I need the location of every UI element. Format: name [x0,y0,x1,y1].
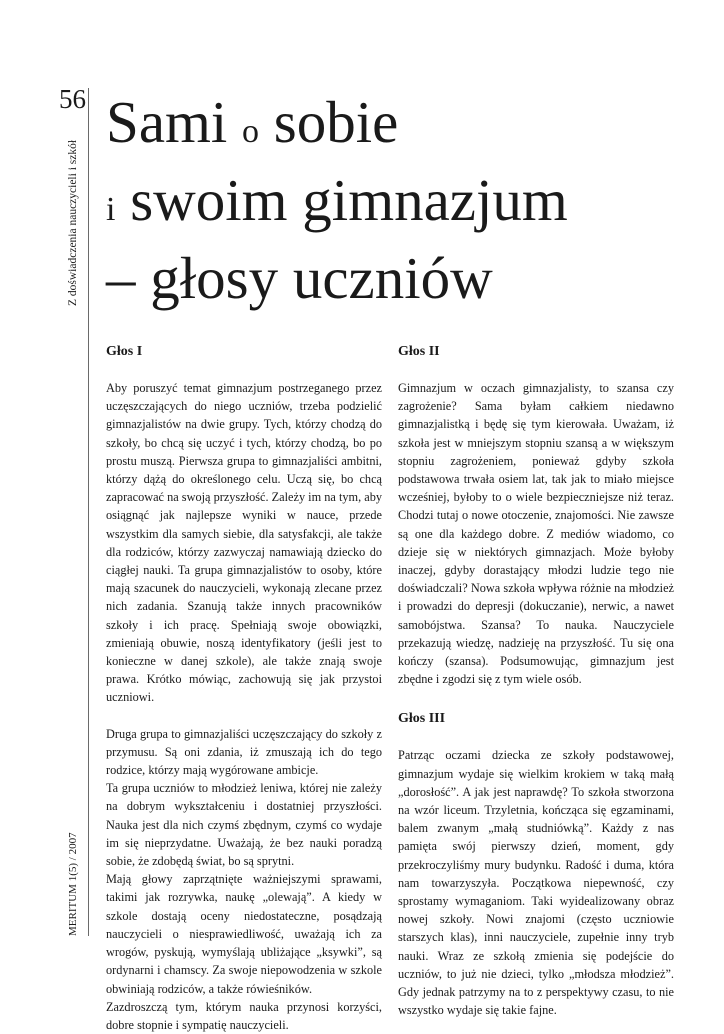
title-word: Sami [106,89,228,155]
paragraph: Patrząc oczami dziecka ze szkoły podstawowej, gimnazjum wydaje się wielkim krokiem w taką małą „dorosłość”. A jak jest naprawdę? To szkoła stworzona na wzór liceum. Trzyletnia, kończąca się egzaminami, balem zwanym „małą studniówką”. Każdy z nas pamięta swój pierwszy dzień, moment, gdy przekroczyliśmy mury budynku. Radość i duma, która nam towarzyszyła. Początkowa niepewność, czy sprostamy wymaganiom. Taki wyidealizowany obraz nowej szkoły. Nowi znajomi (często uczniowie starszych klas), inni nauczyciele, zupełnie inny tryb nauki. Wraz ze szkołą zmienia się podejście do uczniów, to już nie dzieci, tylko „młodsza młodzież”. Gdy jednak patrzymy na to z perspektywy czasu, to nie wszystko wydaje się takie fajne. [398,748,674,1018]
journal-info: MERITUM 1(5) / 2007 [67,832,79,936]
left-column [106,343,382,1034]
title-word: i [106,191,116,228]
paragraph: Ta grupa uczniów to młodzież leniwa, której nie zależy na dobrym wykształceniu i dostatniej przyszłości. Nauka jest dla nich czymś zbędnym, czymś co wydaje im się nieprzydatne. Uważają, że bez nauki poradzą sobie, że zdobędą świat, bo są sprytni. [106,781,382,869]
paragraph: Druga grupa to gimnazjaliści uczęszczający do szkoły z przymusu. Są oni zdania, iż zmuszają ich do tego rodzice, którzy mają wygórowane ambicje. [106,726,382,778]
title-word: swoim gimnazjum [130,167,568,233]
running-head: Z doświadczenia nauczycieli i szkół [67,139,79,306]
right-column [398,343,674,1020]
title-subtitle: – głosy uczniów [106,245,493,311]
page-number: 56 [59,84,86,114]
title-word: sobie [273,89,399,155]
section-heading: Głos III [398,711,446,727]
section-heading: Głos I [106,344,143,359]
paragraph: Gimnazjum w oczach gimnazjalisty, to szansa czy zagrożenie? Sama byłam całkiem niedawno gimnazjalistką i będę się tym kierowała. Uważam, iż szkoła jest w mniejszym stopniu szansą a w większym stopniu zagrożeniem, ponieważ gdyby szkoła podstawowa trwała osiem lat, tak jak to miało miejsce wcześniej, byłoby to o wiele bezpieczniejsze niż teraz. Chodzi tutaj o nowe otoczenie, znajomości. Nie zawsze są one dla każdego dobre. Z mediów wiadomo, co dzieje się w niektórych gimnazjach. Może byłoby inaczej, gdyby dorastający młodzi ludzie tego nie doświadczali? Nowa szkoła wpływa różnie na młodzież i prowadzi do depresji (dokuczanie), nerwic, a nawet samobójstwa. Szansa? To nauka. Nauczyciele przekazują wiedzę, nadzieję na przyszłość. Tu się ona kończy (szansa). Podsumowując, gimnazjum jest zbędne i zgodzi się z tym wiele osób. [398,381,674,687]
paragraph: Aby poruszyć temat gimnazjum postrzeganego przez uczęszczających do niego uczniów, trzeba podzielić gimnazjalistów na dwie grupy. Tych, którzy chodzą do szkoły, bo chcą się uczyć i tych, którzy chodzą, bo po prostu muszą. Pierwsza grupa to gimnazjaliści ambitni, którzy dążą do określonego celu. Uczą się, bo chcą zapracować na swoją przyszłość. Zależy im na tym, aby osiągnąć jak najlepsze wyniki w nauce, przede wszystkim dla samych siebie, dla satysfakcji, ale także dla rodziców, którzy zazwyczaj namawiają dziecko do ciągłej nauki. Ta grupa gimnazjalistów to osoby, które mają szacunek do nauczycieli, wykonają zlecane przez nich zadania. Szanują także innych pracowników szkoły i ich pracę. Spełniają swoje obowiązki, zmieniają obuwie, noszą identyfikatory (jeśli jest to konieczne w danej szkole), ale także znają swoje prawa. Krótko mówiąc, zachowują się jak przystoi uczniowi. [106,381,382,705]
paragraph: Zazdroszczą tym, którym nauka przynosi korzyści, dobre stopnie i sympatię nauczycieli. [106,999,382,1032]
paragraph: Mają głowy zaprzątnięte ważniejszymi sprawami, takimi jak rozrywka, naukę „olewają”. A kiedy w szkole dostają oceny niedostateczne, posądzają nauczycieli o niesprawiedliwość, uważają ich za wrogów, pyskują, wymyślają ubliżające „ksywki”, są ordynarni i chamscy. Za swoje niepowodzenia w szkole obwiniają rodziców, a także rówieśników. [106,872,382,996]
margin-rule [88,88,89,936]
section-heading: Głos II [398,344,440,359]
title-word: o [242,113,260,150]
article-title [106,88,706,312]
